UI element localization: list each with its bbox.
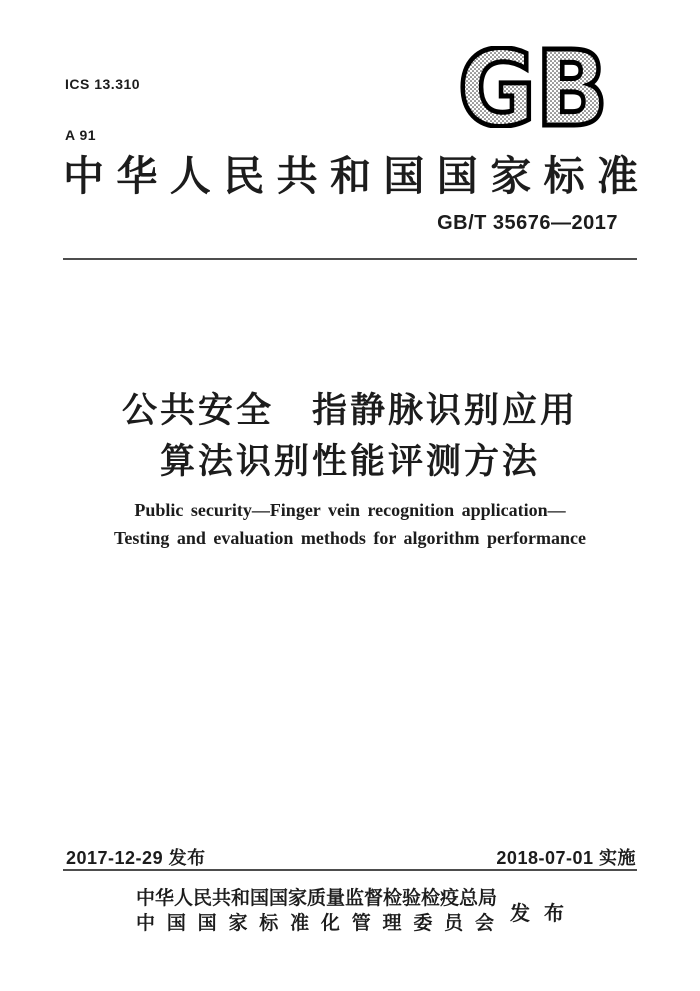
document-title-zh-line1: 公共安全 指静脉识别应用 [121, 391, 578, 430]
publisher-line2: 中国国家标准化管理委员会 [136, 913, 494, 934]
gb-logo-text: GB [458, 46, 608, 128]
gb-logo-icon [456, 46, 611, 128]
document-title-en-line2: Testing and evaluation methods for algorithm performance [114, 528, 586, 548]
ics-code: ICS 13.310 [65, 76, 141, 92]
footer-divider [63, 869, 637, 871]
document-title-zh [0, 385, 700, 487]
publisher-names [136, 886, 498, 936]
implementation-date: 2018-07-01 实施 [496, 848, 636, 868]
publisher-block [0, 886, 700, 936]
banner-title: 中华人民共和国国家标准 [63, 153, 638, 199]
document-title-en [0, 496, 700, 552]
document-title-zh-line2: 算法识别性能评测方法 [159, 442, 540, 481]
publisher-line1: 中华人民共和国国家质量监督检验检疫总局 [136, 888, 498, 909]
issue-date: 2017-12-29 发布 [66, 848, 206, 868]
document-title-en-line1: Public security—Finger vein recognition application— [134, 500, 566, 520]
release-label: 发布 [510, 902, 578, 925]
classification-code: A 91 [65, 127, 97, 143]
standard-number: GB/T 35676—2017 [437, 212, 618, 234]
header-divider [63, 258, 637, 260]
